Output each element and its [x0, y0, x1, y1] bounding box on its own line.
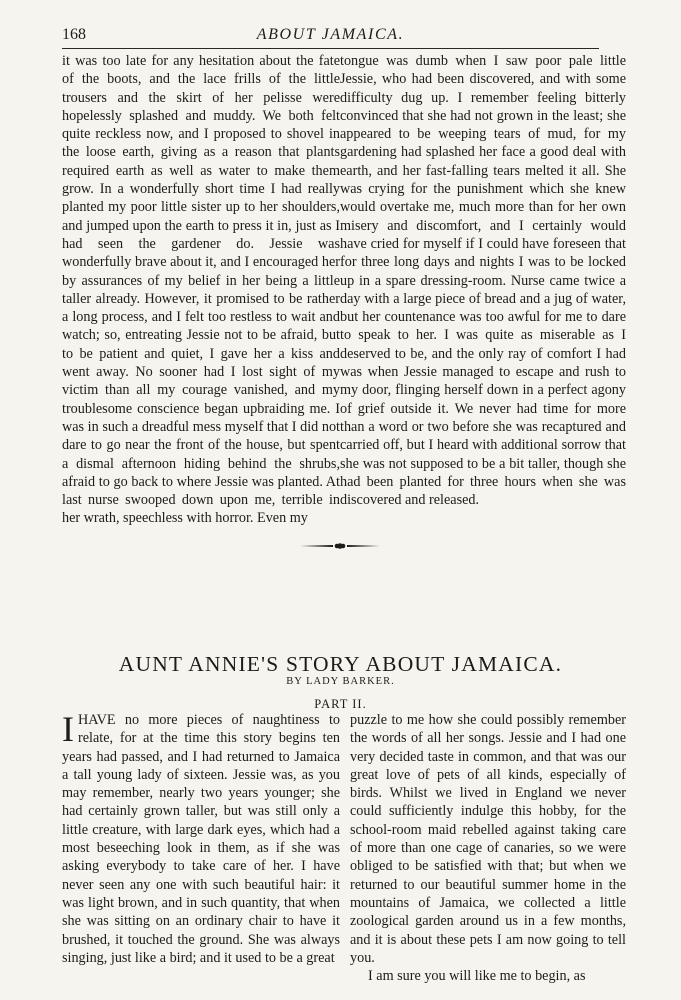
- byline: BY LADY BARKER.: [286, 676, 395, 687]
- top-left-column: [62, 52, 340, 528]
- paragraph-text: HAVE no more pieces of naughtiness to relate, for at the time this story begins ten years had passed, and I had returned to Jamaica a tall young lady of sixteen. Jessie was, as you may remember, nearly two years younger; she had certainly grown taller, but was still only a little creature, with large dark eyes, which had a most beseeching look in them, as if she was asking everybody to take care of her. I have never seen any one with such beautiful hair: it was light brown, and in such quantity, that when she was sitting on an ordinary chair to have it brushed, it touched the ground. She was always singing, just like a bird; and it used to be a great: [62, 712, 340, 966]
- section-divider-ornament: [300, 540, 380, 552]
- drop-cap: I: [62, 709, 74, 749]
- paragraph: I am sure you will like me to begin, as: [368, 968, 586, 985]
- opening-paragraph: [62, 711, 340, 967]
- running-title: ABOUT JAMAICA.: [256, 26, 405, 43]
- bottom-right-column: [350, 711, 626, 985]
- paragraph: puzzle to me how she could possibly remember the words of all her songs. Jessie and I had one very decided taste in common, and that was our great love of pets of all kinds, especially of birds. Whilst we lived in England we never could sufficiently indulge this hobby, for the school-room maid rebelled against taking care of more than one cage of canaries, so we were obliged to be satisfied with that; but when we returned to our beautiful summer home in the mountains of Jamaica, we collected a little zoological garden around us in a few months, and it is about these pets I am now going to tell you.: [350, 712, 626, 966]
- story-title: AUNT ANNIE'S STORY ABOUT JAMAICA.: [118, 652, 563, 677]
- running-head: [62, 26, 599, 49]
- paragraph: it was too late for any hesitation about the fate of the boots, and the lace frills of the little trousers and the skirt of her pelisse were hopelessly splashed and muddy. We both felt quite reckless now, and I proposed to shovel in the loose earth, giving as a reason that plants required earth as well as water to make them grow. In a wonderfully short time I had really planted my poor little sister up to her shoulders, and jumped upon the earth to press it in, just as I had seen the gardener do. Jessie was wonderfully brave about it, and I encouraged her by assurances of my belief in her being a little taller already. However, it promised to be rather a long process, and I felt too restless to wait and watch; so, entreating Jessie not to be afraid, but to be patient and quiet, I gave her a kiss and went away. No sooner had I lost sight of my victim than all my courage vanished, and my troublesome conscience began upbraiding me. I was in such a dreadful mess myself that I did not dare to go near the front of the house, but spent a dismal afternoon hiding behind the shrubs, afraid to go back to where Jessie was planted. At last nurse swooped down upon me, terrible in her wrath, speechless with horror. Even my: [62, 53, 340, 527]
- part-heading: PART II.: [314, 697, 367, 711]
- top-right-column: [340, 52, 626, 509]
- paragraph: tongue was dumb when I saw poor pale little Jessie, who had been discovered, and with some difficulty dug up. I remember feeling bitterly convinced that she had not grown in the least; she appeared to be weeping tears of mud, for my gardening had splashed her face a good deal with earth, and her fast-falling tears melted it all. She was crying for the punishment which she knew would overtake me, much more than for her own misery and discomfort, and I certainly would have cried for myself if I could have foreseen that for three long days and nights I was to be locked up in a spare dressing-room. Nurse came twice a day with a large piece of bread and a jug of water, but her countenance was too awful for me to dare to speak to her. I was quite as miserable as I deserved to be, and the only ray of comfort I had was when Jessie managed to escape and rush to my door, flinging herself down in a perfect agony of grief outside it. We never had time for more than a word or two before she was recaptured and carried off, but I heard with additional sorrow that she was not supposed to be a bit taller, though she had been planted for three hours when she was discovered and released.: [340, 53, 626, 509]
- bottom-left-column: [62, 711, 340, 967]
- page-number: 168: [62, 26, 86, 43]
